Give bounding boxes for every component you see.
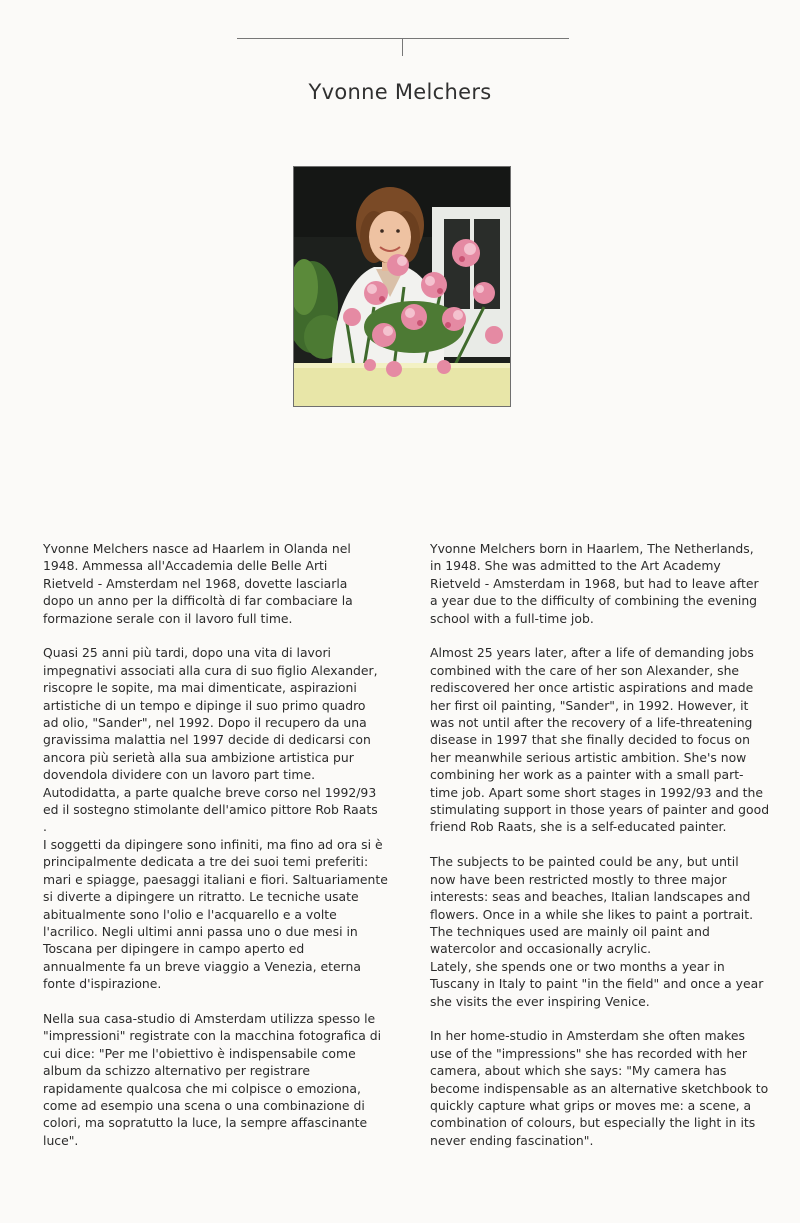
portrait-illustration bbox=[294, 167, 510, 406]
italian-paragraph-2: Quasi 25 anni più tardi, dopo una vita di lavori impegnativi associati alla cura di suo figlio Alexander, riscopre le sopite, ma mai dimenticate, aspirazioni artistiche di un tempo e dipinge il suo primo quadro ad olio, "Sander", nel 1992. Dopo il recupero da una gravissima malattia nel 1997 decide di dedicarsi con ancora più serietà alla sua ambizione artistica pur dovendola dividere con un lavoro part time. Autodidatta, a parte qualche breve corso nel 1992/93 ed il sostegno stimolante dell'amico pittore Rob Raats . I soggetti da dipingere sono infiniti, ma fino ad ora si è principalmente dedicata a tre dei suoi temi preferiti: mari e spiagge, paesaggi italiani e fiori. Saltuariamente si diverte a dipingere un ritratto. Le tecniche usate abitualmente sono l'olio e l'acquarello e a volte l'acrilico. Negli ultimi anni passa uno o due mesi in Toscana per dipingere in campo aperto ed annualmente fa un breve viaggio a Venezia, eterna fonte d'ispirazione. bbox=[43, 645, 388, 992]
english-paragraph-2: Almost 25 years later, after a life of demanding jobs combined with the care of her son Alexander, she rediscovered her once artistic aspirations and made her first oil painting, "Sander", in 1992. However, it was not until after the recovery of a life-threatening disease in 1997 that she finally decided to focus on her meanwhile serious artistic ambition. She's now combining her work as a painter with a small part- time job. Apart some short stages in 1992/93 and the stimulating support in those years of painter and good friend Rob Raats, she is a self-educated painter. bbox=[430, 645, 770, 835]
english-paragraph-1: Yvonne Melchers born in Haarlem, The Netherlands, in 1948. She was admitted to the Art Academy Rietveld - Amsterdam in 1968, but had to leave after a year due to the difficulty of combining the evening school with a full-time job. bbox=[430, 541, 759, 626]
top-divider-line bbox=[237, 38, 569, 39]
english-paragraph-3: The subjects to be painted could be any, but until now have been restricted mostly to three major interests: seas and beaches, Italian landscapes and flowers. Once in a while she likes to paint a portrait. The techniques used are mainly oil paint and watercolor and occasionally acrylic. Lately, she spends one or two months a year in Tuscany in Italy to paint "in the field" and once a year she visits the ever inspiring Venice. bbox=[430, 854, 764, 1009]
portrait-photo bbox=[293, 166, 511, 407]
italian-text-column bbox=[43, 540, 388, 1167]
english-text-column bbox=[430, 540, 775, 1167]
page-title: Yvonne Melchers bbox=[308, 80, 492, 104]
top-divider-tick bbox=[402, 38, 403, 56]
italian-paragraph-3: Nella sua casa-studio di Amsterdam utilizza spesso le "impressioni" registrate con la macchina fotografica di cui dice: "Per me l'obiettivo è indispensabile come album da schizzo alternativo per registrare rapidamente qualcosa che mi colpisce o emoziona, come ad esempio una scena o una combinazione di colori, ma sopratutto la luce, la sempre affascinante luce". bbox=[43, 1010, 382, 1148]
italian-paragraph-1: Yvonne Melchers nasce ad Haarlem in Olanda nel 1948. Ammessa all'Accademia delle Belle Arti Rietveld - Amsterdam nel 1968, dovette lasciarla dopo un anno per la difficoltà di far combaciare la formazione serale con il lavoro full time. bbox=[43, 541, 353, 626]
english-paragraph-4: In her home-studio in Amsterdam she often makes use of the "impressions" she has recorded with her camera, about which she says: "My camera has become indispensable as an alternative sketchbook to quickly capture what grips or moves me: a scene, a combination of colours, but especially the light in its never ending fascination". bbox=[430, 1028, 769, 1148]
